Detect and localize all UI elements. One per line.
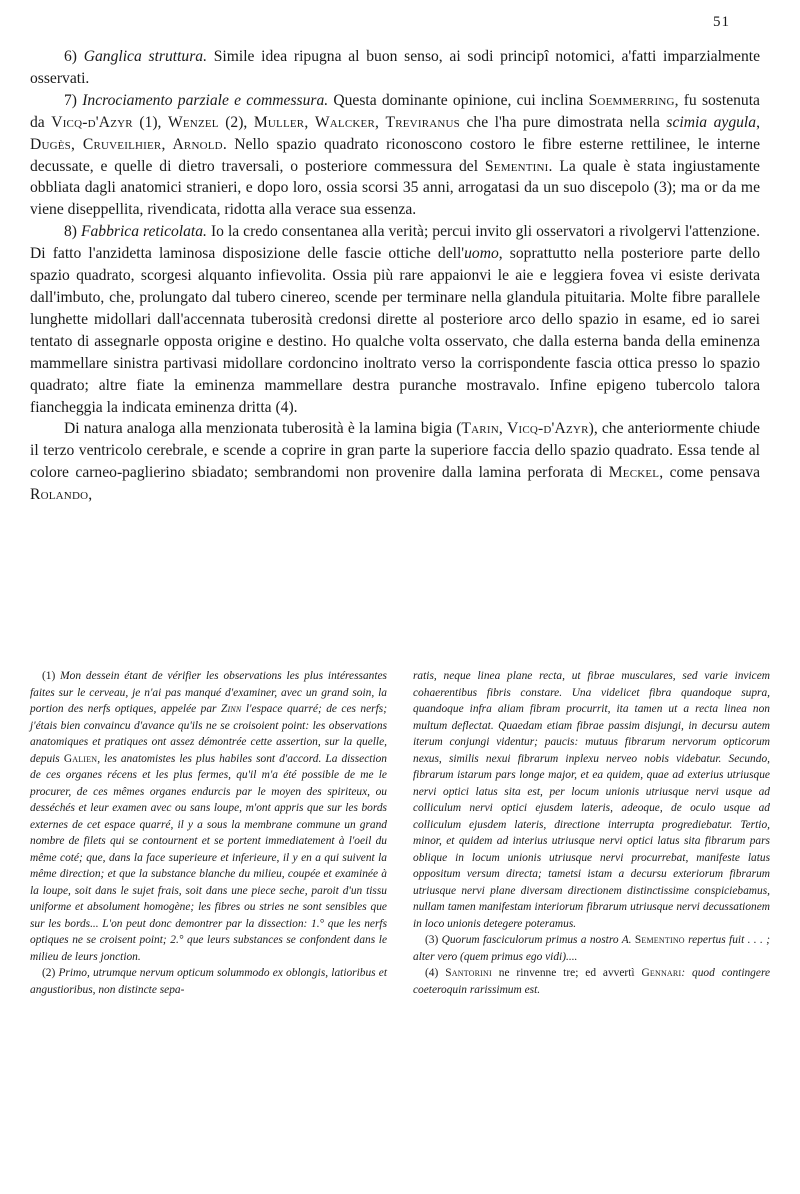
- footnote-1: (1) Mon dessein étant de vérifier les observations les plus intéressantes faites sur le cerveau, je n'ai pas manqué d'examiner, avec un grand soin, la portion des nerfs optiques, appelée par Zinn l'espace quarré; de ces nerfs; j'étais bien convaincu d'avance qu'ils ne se croisoient point: les observations anatomiques et pratiques ont assez démontrée cette assertion, sur la quelle, depuis Galien, les anatomistes les plus habiles sont d'accord. La dissection de ces organes récens et les plus fermes, qu'il m'a été possible de me le procurer, de ces mêmes organes endurcis par le moyen des spiriteux, ou desséchés et leur examen avec ou sans loupe, m'ont appris que sur les bords externes de cet espace quarré, il y a sous la membrane commune un grand nombre de filets qui se contournent et se portent immediatement à l'oeil du même coté; que, dans la face superieure et inferieure, il y en a qui suivent la même direction; et que la substance blanche du milieu, coupée et examinée à la loupe, soit dans le sujet frais, soit dans une piece seche, paroit d'un tissu uniforme et absolument homogène; les fibres ou stries ne sont sensibles que sur les bords... L'on peut donc demontrer par la dissection: 1.° que les nerfs optiques ne se croisent point; 2.° que leurs substances se confondent dans le milieu de leurs jonction.: [30, 670, 388, 963]
- paragraph-6: 6) Ganglica struttura. Simile idea ripugna al buon senso, ai sodi principî notomici, a'fatti imparzialmente osservati.: [30, 48, 761, 87]
- footnotes-right-column: [413, 668, 770, 998]
- footnote-mark: (3): [425, 934, 442, 946]
- author-name: Rolando: [30, 486, 89, 504]
- item-title: Incrociamento parziale e commessura.: [82, 91, 329, 109]
- footnotes: [30, 668, 770, 998]
- author-name: Vicq-d'Azyr: [51, 113, 133, 131]
- item-number: 8): [64, 223, 81, 241]
- paragraph-7: 7) Incrociamento parziale e commessura. Questa dominante opinione, cui inclina Soemmerring, fu sostenuta da Vicq-d'Azyr (1), Wenzel (2), Muller, Walcker, Treviranus che l'ha pure dimostrata nella scimia aygula, Dugès, Cruveilhier, Arnold. Nello spazio quadrato riconoscono costoro le fibre esterne rettilinee, le interne decussate, e quelle di dietro traversali, o posteriore commessura del Sementini. La quale è stata ingiustamente obbliata dagli anatomici stranieri, e dopo loro, ossia scorsi 35 anni, arrogatasi da un suo discepolo (3); ma or da me viene diseppellita, rivendicata, ridotta alla verace sua essenza.: [30, 91, 760, 219]
- footnote-3: (3) Quorum fasciculorum primus a nostro A. Sementino repertus fuit . . . ; alter vero (quem primus ego vidi)....: [413, 934, 770, 963]
- author-name: Sementini: [484, 157, 549, 175]
- author-name: Tarin, Vicq-d'Azyr: [461, 420, 589, 438]
- footnote-mark: (2): [42, 967, 59, 979]
- author-name: Muller, Walcker, Treviranus: [253, 113, 460, 131]
- item-number: 7): [64, 91, 83, 109]
- page-number: 51: [713, 14, 730, 30]
- footnote-mark: (1): [42, 670, 61, 682]
- author-name: Meckel: [608, 464, 660, 482]
- author-name: Santorini: [445, 967, 492, 979]
- paragraph-9: Di natura analoga alla menzionata tuberosità è la lamina bigia (Tarin, Vicq-d'Azyr), che anteriormente chiude il terzo ventricolo cerebrale, e scende a coprire in gran parte la superiore faccia dello spazio quadrato. Essa tende al colore carneo-paglierino sbiadato; sembrandomi non provenire dalla lamina perforata di Meckel, come pensava Rolando,: [30, 420, 760, 504]
- emphasis: uomo: [464, 245, 499, 263]
- main-text: [30, 46, 760, 506]
- author-name: Wenzel: [167, 113, 219, 131]
- footnote-2: (2) Primo, utrumque nervum opticum solummodo ex oblongis, latioribus et angustioribus, non distincte sepa-: [30, 967, 387, 996]
- author-name: Dugès, Cruveilhier, Arnold: [30, 135, 223, 153]
- author-name: Galien: [63, 752, 98, 765]
- footnote-mark: (4): [425, 967, 446, 979]
- author-name: Zinn: [220, 703, 242, 715]
- footnote-4: (4) Santorini ne rinvenne tre; ed avvertì Gennari: quod contingere coeteroquin rarissimum est.: [413, 967, 771, 996]
- author-name: Sementino: [634, 934, 685, 946]
- paragraph-8: 8) Fabbrica reticolata. Io la credo consentanea alla verità; percui invito gli osservatori a rivolgervi l'attenzione. Di fatto l'anzidetta laminosa disposizione delle fascie ottiche dell'uomo, soprattutto nella posteriore parte dello spazio quadrato, scorgesi alquanto infievolita. Ossia più rare appaionvi le aie e leggiera fovea vi esiste derivata dall'imbuto, che, prolungato dal tubero cinereo, scende per terminare nella glandula pituitaria. Molte fibre parallele lunghette midollari dall'accennata tuberosità credonsi dirette al posteriore arco dello spazio in esame, ed io sarei tentato di assegnarle opposta origine e destino. Ho qualche volta osservato, che dalla esterna banda della eminenza mammellare sinistra partivasi midollare cordoncino inoltrato verso la corrispondente fascia ottica presso lo spazio quadrato; altre fiate la eminenza mammellare destra puranche mostravalo. Infine epigeno tubercolo talora fiancheggia la indicata eminenza dritta (4).: [30, 223, 761, 416]
- footnotes-left-column: [30, 668, 387, 998]
- species-name: scimia aygula: [666, 113, 757, 131]
- author-name: Gennari: [641, 967, 682, 979]
- item-number: 6): [64, 48, 84, 65]
- item-title: Fabbrica reticolata.: [80, 223, 207, 241]
- item-title: Ganglica struttura.: [83, 48, 207, 65]
- footnote-2-continued: ratis, neque linea plane recta, ut fibrae musculares, sed varie invicem cohaerentibus fibris constare. Una videlicet fibra quandoque supra, quandoque infra aliam fibram procurrit, ita tamen ut a recta linea non multum deflectat. Quaedam etiam fibrae passim disjungi, in decursu autem iterum conjungi videntur; paucis: mutuus fibrarum nervorum opticorum nexus, similis nexui fibrarum inplexu nerveo nobis videbatur. Secundo, fibrarum istarum pars longe major, et ea quidem, quae ad exterius utriusque nervi optici latus sita est, per locum unionis utriusque nervi usque ad colliculum nervi optici ejusdem lateris, adeoque, de oculo usque ad colliculum ejusdem lateris, directione interrupta progrediebatur. Tertio, minor, et quidem ad interius utriusque nervi optici latus sita fibrarum pars oblique in locum unionis utriusque nervi procurrebat, manifeste latus oppositum versum directa; tametsi istam a decursu exteriorum fibrarum utriusque nervi plane diversam directionem distinctissime conspiciebamus, nullam tamen manifestam interiorum fibrarum utriusque nervi decussationem in loco unionis detegere poteramus.: [413, 670, 770, 930]
- author-name: Soemmerring: [588, 91, 675, 109]
